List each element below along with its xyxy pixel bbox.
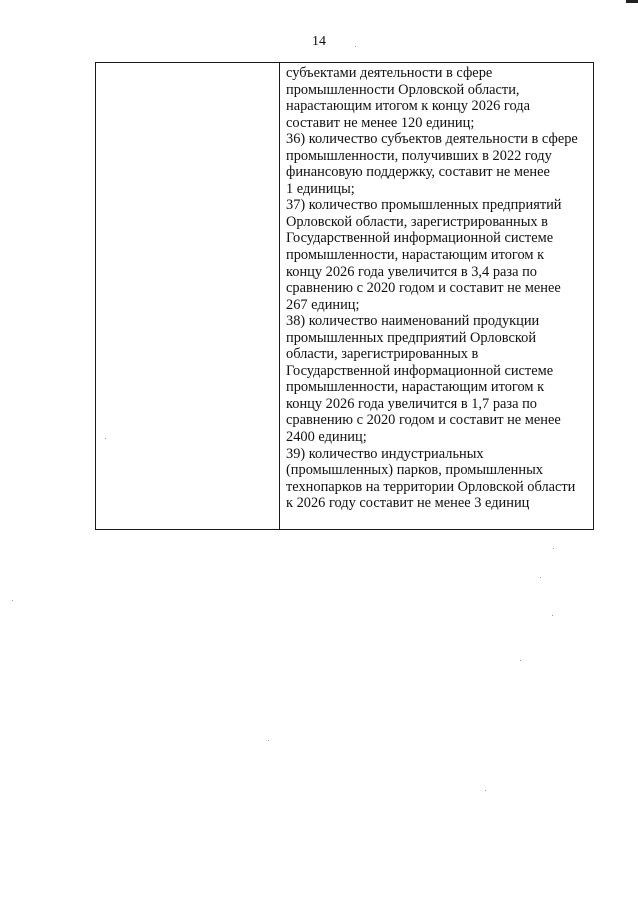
cell-text-line: Государственной информационной системе [286, 362, 554, 379]
cell-text-line: концу 2026 года увеличится в 3,4 раза по [286, 263, 537, 280]
scan-speck [485, 790, 486, 791]
scan-speck [520, 660, 521, 661]
scan-speck [553, 548, 554, 549]
scan-speck [105, 438, 106, 439]
cell-text-line: к 2026 году составит не менее 3 единиц [286, 495, 530, 512]
cell-text-line: промышленности, нарастающим итогом к [286, 379, 545, 396]
cell-text-line: (промышленных) парков, промышленных [286, 462, 543, 479]
table-row [96, 63, 594, 530]
cell-text-line: 2400 единиц; [286, 429, 367, 446]
document-table [95, 62, 594, 530]
cell-text-line: субъектами деятельности в сфере [286, 65, 493, 81]
table-cell-right [280, 63, 594, 530]
cell-text-line: области, зарегистрированных в [286, 346, 479, 363]
cell-text-line: промышленности Орловской области, [286, 81, 520, 98]
cell-text-line: составит не менее 120 единиц; [286, 114, 475, 131]
cell-text-line: технопарков на территории Орловской области [286, 478, 576, 495]
scan-speck [268, 740, 269, 741]
cell-text-line: промышленности, получивших в 2022 году [286, 147, 552, 164]
scan-corner-mark [626, 0, 638, 3]
cell-text-line: 36) количество субъектов деятельности в сфере [286, 131, 578, 148]
scan-speck [552, 615, 553, 616]
cell-text-line: Орловской области, зарегистрированных в [286, 213, 548, 230]
cell-text-line: 37) количество промышленных предприятий [286, 197, 562, 214]
cell-text-line: сравнению с 2020 годом и составит не менее [286, 280, 561, 297]
cell-text-line: 1 единицы; [286, 180, 355, 197]
cell-text-line: концу 2026 года увеличится в 1,7 раза по [286, 395, 537, 412]
cell-text-line: финансовую поддержку, составит не менее [286, 164, 550, 181]
page-number: 14 [312, 34, 326, 49]
cell-text-line: нарастающим итогом к концу 2026 года [286, 98, 530, 115]
scan-speck [540, 577, 541, 578]
left-cell-text [96, 63, 279, 65]
cell-text-line: 38) количество наименований продукции [286, 313, 540, 330]
table-cell-left [96, 63, 280, 530]
cell-text-line: 39) количество индустриальных [286, 445, 484, 462]
cell-text-line: промышленных предприятий Орловской [286, 329, 537, 346]
cell-text-line: Государственной информационной системе [286, 230, 554, 247]
cell-text-line: 267 единиц; [286, 296, 360, 313]
cell-text-line: сравнению с 2020 годом и составит не менее [286, 412, 561, 429]
scan-speck [355, 46, 356, 47]
right-cell-text [280, 63, 593, 512]
cell-text-line: промышленности, нарастающим итогом к [286, 247, 545, 264]
scan-speck [12, 600, 13, 601]
